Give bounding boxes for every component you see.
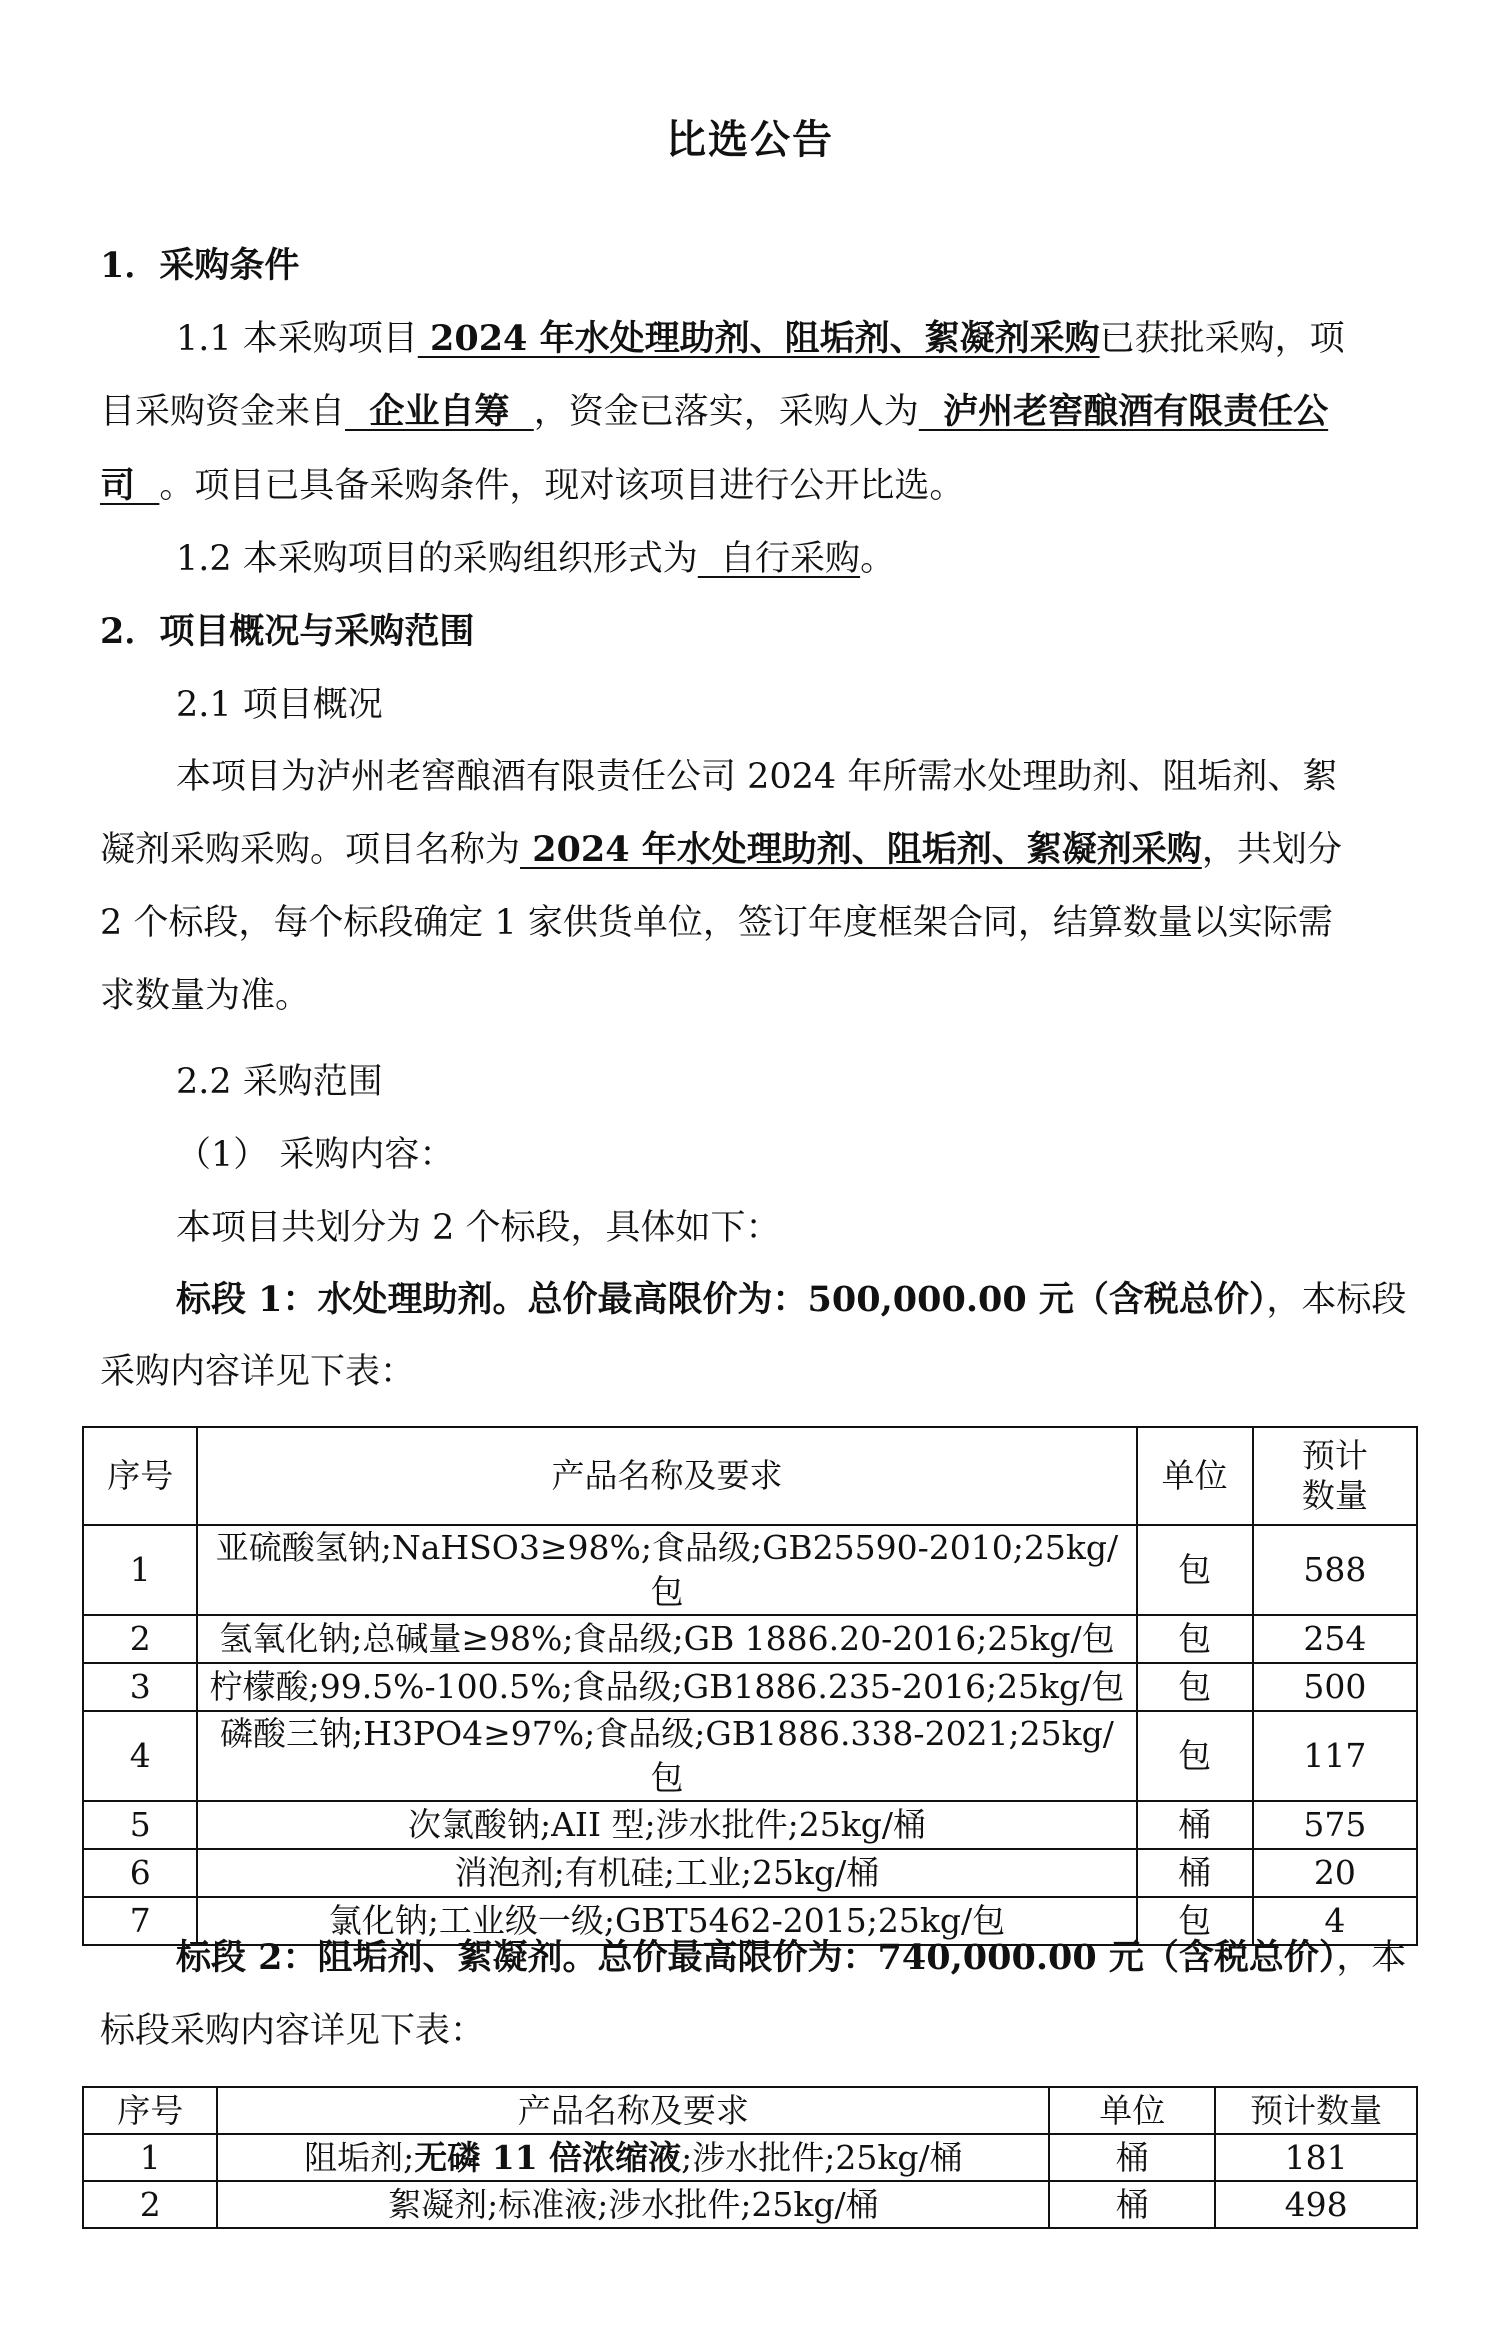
text-fragment: ;涉水批件;25kg/桶 (681, 2137, 963, 2177)
cell-product: 氢氧化钠;总碱量≥98%;食品级;GB 1886.20-2016;25kg/包 (197, 1615, 1136, 1663)
cell-unit: 包 (1137, 1615, 1253, 1663)
para-1-1-line-3 (100, 462, 964, 510)
subsection-2-1: 2.1 项目概况 (176, 685, 383, 725)
lots-intro: 本项目共划分为 2 个标段，具体如下： (176, 1208, 781, 1248)
table-row (83, 1849, 1417, 1897)
cell-qty: 500 (1253, 1663, 1417, 1711)
cell-product: 氯化钠;工业级一级;GBT5462-2015;25kg/包 (197, 1897, 1136, 1945)
cell-qty: 498 (1215, 2181, 1417, 2228)
text-fragment: 1.1 本采购项目 (176, 319, 418, 359)
table-row (83, 2181, 1417, 2228)
cell-qty: 254 (1253, 1615, 1417, 1663)
text-fragment: 。项目已具备采购条件，现对该项目进行公开比选。 (159, 466, 965, 506)
para-2-1-line-1: 本项目为泸州老窖酿酒有限责任公司 2024 年所需水处理助剂、阻垢剂、絮 (176, 757, 1338, 797)
cell-no: 3 (83, 1663, 197, 1711)
cell-no: 5 (83, 1801, 197, 1849)
text-fragment: 目采购资金来自 (100, 392, 346, 432)
cell-unit: 包 (1137, 1525, 1253, 1615)
para-1-1-line-2 (100, 388, 1328, 436)
table-header-row (83, 2087, 1417, 2134)
cell-product (217, 2181, 1049, 2228)
table-row (83, 1525, 1417, 1615)
funding-source: 企业自筹 (345, 391, 534, 432)
table-header-row (83, 1427, 1417, 1525)
table-row (83, 2134, 1417, 2181)
para-2-1-line-4: 求数量为准。 (100, 976, 311, 1016)
cell-no: 7 (83, 1897, 197, 1945)
cell-qty: 117 (1253, 1711, 1417, 1801)
subsection-content: （1） 采购内容： (176, 1135, 455, 1175)
cell-unit: 包 (1137, 1897, 1253, 1945)
col-header-product: 产品名称及要求 (197, 1427, 1136, 1525)
cell-qty: 575 (1253, 1801, 1417, 1849)
table-row (83, 1615, 1417, 1663)
text-fragment: ，本 (1336, 1938, 1407, 1978)
cell-no: 2 (83, 1615, 197, 1663)
text-fragment: ，共划分 (1201, 830, 1342, 870)
buyer-name: 泸州老窖酿酒有限责任公 (918, 391, 1329, 432)
lot-1-line-1 (176, 1276, 1406, 1324)
page-title: 比选公告 (666, 116, 834, 163)
table-row (83, 1711, 1417, 1801)
text-fragment: 阻垢剂; (304, 2137, 415, 2177)
cell-no: 1 (83, 2134, 217, 2181)
cell-unit: 包 (1137, 1711, 1253, 1801)
text-fragment: 。 (860, 539, 896, 579)
col-header-product: 产品名称及要求 (217, 2087, 1049, 2134)
lot-2-table (82, 2086, 1418, 2229)
cell-product: 亚硫酸氢钠;NaHSO3≥98%;食品级;GB25590-2010;25kg/包 (197, 1525, 1136, 1615)
para-1-2 (176, 535, 895, 583)
project-name: 2024 年水处理助剂、阻垢剂、絮凝剂采购 (417, 318, 1100, 359)
lot-2-line-2: 标段采购内容详见下表： (100, 2011, 486, 2051)
subsection-2-2: 2.2 采购范围 (176, 1062, 383, 1102)
text-fragment: ，资金已落实，采购人为 (533, 392, 919, 432)
text-fragment: ，本标段 (1266, 1280, 1407, 1320)
lot-1-table (82, 1426, 1418, 1946)
cell-no: 6 (83, 1849, 197, 1897)
cell-unit: 桶 (1137, 1801, 1253, 1849)
buyer-name-end: 司 (100, 465, 160, 506)
para-2-1-line-3: 2 个标段，每个标段确定 1 家供货单位，签订年度框架合同，结算数量以实际需 (100, 903, 1333, 943)
col-header-qty-text: 预计数量 (1301, 1436, 1368, 1515)
col-header-unit: 单位 (1137, 1427, 1253, 1525)
section-1-heading: 1．采购条件 (100, 245, 300, 286)
lot-1-line-2: 采购内容详见下表： (100, 1352, 416, 1392)
cell-qty: 181 (1215, 2134, 1417, 2181)
text-fragment: 凝剂采购采购。项目名称为 (100, 830, 521, 870)
cell-qty: 4 (1253, 1897, 1417, 1945)
cell-product: 消泡剂;有机硅;工业;25kg/桶 (197, 1849, 1136, 1897)
text-fragment: 絮凝剂;标准液;涉水批件;25kg/桶 (388, 2184, 879, 2224)
cell-product: 磷酸三钠;H3PO4≥97%;食品级;GB1886.338-2021;25kg/包 (197, 1711, 1136, 1801)
section-2-heading: 2．项目概况与采购范围 (100, 611, 475, 652)
cell-qty: 20 (1253, 1849, 1417, 1897)
para-2-1-line-2 (100, 826, 1342, 874)
cell-qty: 588 (1253, 1525, 1417, 1615)
procurement-form: 自行采购 (697, 539, 861, 579)
cell-product: 次氯酸钠;AII 型;涉水批件;25kg/桶 (197, 1801, 1136, 1849)
product-highlight: 无磷 11 倍浓缩液 (414, 2137, 682, 2177)
table-row (83, 1801, 1417, 1849)
lot-2-title: 标段 2：阻垢剂、絮凝剂。总价最高限价为：740,000.00 元（含税总价） (176, 1937, 1337, 1978)
lot-2-line-1 (176, 1934, 1406, 1982)
lot-1-title: 标段 1：水处理助剂。总价最高限价为：500,000.00 元（含税总价） (176, 1279, 1267, 1320)
table-row (83, 1663, 1417, 1711)
cell-no: 2 (83, 2181, 217, 2228)
cell-product: 柠檬酸;99.5%-100.5%;食品级;GB1886.235-2016;25kg/包 (197, 1663, 1136, 1711)
col-header-no: 序号 (83, 2087, 217, 2134)
cell-unit: 桶 (1049, 2181, 1215, 2228)
col-header-no: 序号 (83, 1427, 197, 1525)
cell-unit: 桶 (1049, 2134, 1215, 2181)
cell-unit: 桶 (1137, 1849, 1253, 1897)
col-header-qty (1253, 1427, 1417, 1525)
text-fragment: 1.2 本采购项目的采购组织形式为 (176, 539, 698, 579)
project-name: 2024 年水处理助剂、阻垢剂、絮凝剂采购 (520, 829, 1202, 870)
cell-unit: 包 (1137, 1663, 1253, 1711)
cell-no: 4 (83, 1711, 197, 1801)
col-header-qty: 预计数量 (1215, 2087, 1417, 2134)
col-header-unit: 单位 (1049, 2087, 1215, 2134)
text-fragment: 已获批采购，项 (1099, 319, 1345, 359)
para-1-1-line-1 (176, 315, 1345, 363)
cell-product (217, 2134, 1049, 2181)
cell-no: 1 (83, 1525, 197, 1615)
